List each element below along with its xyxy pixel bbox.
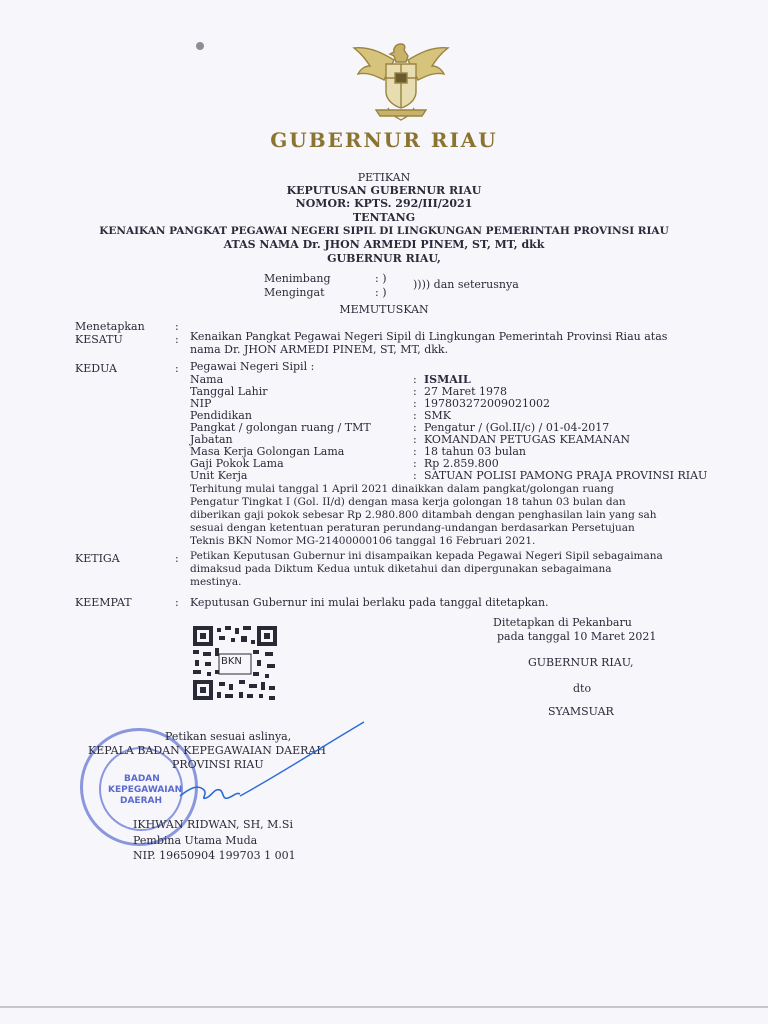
- ketiga-text-line2: dimaksud pada Diktum Kedua untuk diketahui dan dipergunakan sebagaimana: [190, 563, 612, 575]
- stamp-text-line2: KEPEGAWAIAN: [108, 785, 183, 795]
- field-colon: :: [413, 457, 417, 470]
- field-label: Gaji Pokok Lama: [190, 457, 284, 470]
- governor-name: SYAMSUAR: [548, 705, 614, 718]
- field-colon: :: [413, 445, 417, 458]
- ketiga-colon: :: [175, 552, 179, 565]
- kedua-para-line4: sesuai dengan ketentuan peraturan perundang-undangan berdasarkan Persetujuan: [190, 522, 635, 534]
- header-tentang: TENTANG: [352, 211, 416, 224]
- kesatu-label: KESATU: [75, 333, 123, 346]
- field-label: Nama: [190, 373, 224, 386]
- field-colon: :: [413, 373, 417, 386]
- ketiga-text-line1: Petikan Keputusan Gubernur ini disampaikan kepada Pegawai Negeri Sipil sebagaimana: [190, 550, 663, 562]
- menimbang-label: Menimbang: [264, 272, 331, 285]
- handwritten-signature: [160, 718, 370, 818]
- agency-province: PROVINSI RIAU: [172, 758, 264, 771]
- field-label: Unit Kerja: [190, 469, 248, 482]
- memutuskan-heading: MEMUTUSKAN: [339, 303, 429, 316]
- garuda-emblem-icon: [346, 36, 456, 126]
- field-label: Tanggal Lahir: [190, 385, 268, 398]
- considering-suffix: )))) dan seterusnya: [413, 278, 519, 291]
- field-colon: :: [413, 421, 417, 434]
- header-petikan: PETIKAN: [357, 171, 411, 184]
- ketiga-label: KETIGA: [75, 552, 120, 565]
- keempat-colon: :: [175, 596, 179, 609]
- keempat-label: KEEMPAT: [75, 596, 132, 609]
- official-nip: NIP. 19650904 199703 1 001: [133, 849, 296, 862]
- header-gubernur: GUBERNUR RIAU,: [327, 252, 441, 265]
- mengingat-colon: : ): [375, 286, 387, 299]
- ditetapkan-place: Ditetapkan di Pekanbaru: [493, 616, 632, 629]
- official-name: IKHWAN RIDWAN, SH, M.Si: [133, 818, 293, 831]
- kedua-para-line1: Terhitung mulai tanggal 1 April 2021 dinaikkan dalam pangkat/golongan ruang: [190, 483, 614, 495]
- menimbang-colon: : ): [375, 272, 387, 285]
- ketiga-text-line3: mestinya.: [190, 576, 242, 588]
- kedua-para-line2: Pengatur Tingkat I (Gol. II/d) dengan masa kerja golongan 18 tahun 03 bulan dan: [190, 496, 626, 508]
- field-colon: :: [413, 397, 417, 410]
- menetapkan-colon: :: [175, 320, 179, 333]
- certified-copy-note: Petikan sesuai aslinya,: [165, 730, 292, 743]
- field-value: Pengatur / (Gol.II/c) / 01-04-2017: [424, 421, 610, 434]
- mengingat-label: Mengingat: [264, 286, 325, 299]
- document-title: GUBERNUR RIAU: [270, 128, 498, 152]
- keempat-text: Keputusan Gubernur ini mulai berlaku pada tanggal ditetapkan.: [190, 596, 549, 609]
- kedua-label: KEDUA: [75, 362, 117, 375]
- governor-title: GUBERNUR RIAU,: [528, 656, 634, 669]
- header-atas-nama: ATAS NAMA Dr. JHON ARMEDI PINEM, ST, MT, dkk: [223, 238, 545, 251]
- kesatu-text-line1: Kenaikan Pangkat Pegawai Negeri Sipil di Lingkungan Pemerintah Provinsi Riau atas: [190, 330, 668, 343]
- field-value: 27 Maret 1978: [424, 385, 507, 398]
- field-value: 197803272009021002: [424, 397, 550, 410]
- header-subject: KENAIKAN PANGKAT PEGAWAI NEGERI SIPIL DI LINGKUNGAN PEMERINTAH PROVINSI RIAU: [99, 225, 669, 237]
- field-label: Jabatan: [190, 433, 233, 446]
- field-label: NIP: [190, 397, 212, 410]
- field-label: Pangkat / golongan ruang / TMT: [190, 421, 371, 434]
- field-colon: :: [413, 469, 417, 482]
- field-colon: :: [413, 409, 417, 422]
- kesatu-colon: :: [175, 333, 179, 346]
- page-bottom-edge: [0, 1006, 768, 1008]
- field-value: SATUAN POLISI PAMONG PRAJA PROVINSI RIAU: [424, 469, 708, 482]
- field-label: Pendidikan: [190, 409, 252, 422]
- punch-dot: [196, 42, 204, 50]
- head-of-agency: KEPALA BADAN KEPEGAWAIAN DAERAH: [88, 744, 326, 757]
- kedua-para-line5: Teknis BKN Nomor MG-21400000106 tanggal 16 Februari 2021.: [190, 535, 536, 547]
- header-keputusan: KEPUTUSAN GUBERNUR RIAU: [286, 184, 482, 197]
- field-colon: :: [413, 385, 417, 398]
- stamp-text-line1: BADAN: [124, 774, 160, 784]
- header-nomor: NOMOR: KPTS. 292/III/2021: [295, 197, 473, 210]
- field-value: SMK: [424, 409, 452, 422]
- field-value: ISMAIL: [424, 373, 471, 386]
- official-rank: Pembina Utama Muda: [133, 834, 258, 847]
- field-value: 18 tahun 03 bulan: [424, 445, 527, 458]
- kedua-intro: Pegawai Negeri Sipil :: [190, 360, 315, 373]
- field-value: KOMANDAN PETUGAS KEAMANAN: [424, 433, 631, 446]
- kedua-para-line3: diberikan gaji pokok sebesar Rp 2.980.800 ditambah dengan penghasilan lain yang sah: [190, 509, 657, 521]
- field-colon: :: [413, 433, 417, 446]
- menetapkan-label: Menetapkan: [75, 320, 145, 333]
- qr-badge-label: BKN: [221, 656, 242, 667]
- kesatu-text-line2: nama Dr. JHON ARMEDI PINEM, ST, MT, dkk.: [190, 343, 449, 356]
- kedua-colon: :: [175, 362, 179, 375]
- ditetapkan-date: pada tanggal 10 Maret 2021: [497, 630, 657, 643]
- field-value: Rp 2.859.800: [424, 457, 499, 470]
- field-label: Masa Kerja Golongan Lama: [190, 445, 345, 458]
- dto-mark: dto: [573, 682, 592, 695]
- stamp-text-line3: DAERAH: [120, 796, 163, 806]
